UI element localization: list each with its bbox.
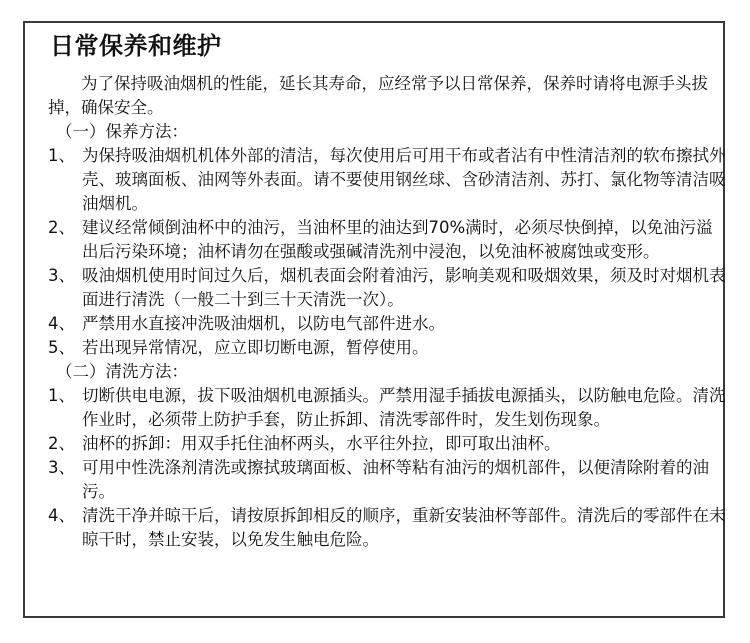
list-item <box>48 144 728 216</box>
list-item-number: 5、 <box>48 338 75 357</box>
list-item-text: 若出现异常情况，应立即切断电源，暂停使用。 <box>82 338 429 357</box>
list-item <box>48 264 728 312</box>
list-item-number: 1、 <box>48 386 75 405</box>
list-item-text: 为保持吸油烟机机体外部的清洁，每次使用后可用干布或者沾有中性清洁剂的软布擦拭外壳、玻璃面板、油网等外表面。请不要使用钢丝球、含砂清洁剂、苏打、氯化物等清洁吸油烟机。 <box>82 146 726 213</box>
document-body <box>48 72 728 552</box>
list-item <box>48 456 728 504</box>
list-item-number: 4、 <box>48 506 75 525</box>
intro-paragraph: 为了保持吸油烟机的性能，延长其寿命，应经常予以日常保养，保养时请将电源手头拔掉，确保安全。 <box>48 74 708 117</box>
list-item <box>48 336 728 360</box>
list-item-text: 油杯的拆卸：用双手托住油杯两头，水平往外拉，即可取出油杯。 <box>82 434 561 453</box>
list-item-number: 3、 <box>48 266 75 285</box>
list-item-text: 吸油烟机使用时间过久后，烟机表面会附着油污，影响美观和吸烟效果，须及时对烟机表面进行清洗（一般二十到三十天清洗一次）。 <box>82 266 726 309</box>
list-item-text: 可用中性洗涤剂清洗或擦拭玻璃面板、油杯等粘有油污的烟机部件，以便清除附着的油污。 <box>82 458 709 501</box>
list-item-number: 3、 <box>48 458 75 477</box>
section-heading-cleaning: （二）清洗方法： <box>56 362 188 381</box>
list-item-text: 严禁用水直接冲洗吸油烟机，以防电气部件进水。 <box>82 314 445 333</box>
list-item <box>48 312 728 336</box>
page-title: 日常保养和维护 <box>50 32 222 60</box>
list-item-number: 2、 <box>48 218 75 237</box>
section-heading-maintenance: （一）保养方法： <box>56 122 188 141</box>
list-item <box>48 216 728 264</box>
list-item-number: 4、 <box>48 314 75 333</box>
list-item <box>48 384 728 432</box>
list-item <box>48 504 728 552</box>
list-item-number: 1、 <box>48 146 75 165</box>
list-item-text: 清洗干净并晾干后，请按原拆卸相反的顺序，重新安装油杯等部件。清洗后的零部件在未晾干时，禁止安装，以免发生触电危险。 <box>82 506 726 549</box>
list-item-number: 2、 <box>48 434 75 453</box>
list-item <box>48 432 728 456</box>
list-item-text: 切断供电电源，拔下吸油烟机电源插头。严禁用湿手插拔电源插头，以防触电危险。清洗作业时，必须带上防护手套，防止拆卸、清洗零部件时，发生划伤现象。 <box>82 386 726 429</box>
list-item-text: 建议经常倾倒油杯中的油污，当油杯里的油达到70%满时，必须尽快倒掉，以免油污溢出后污染环境；油杯请勿在强酸或强碱清洗剂中浸泡，以免油杯被腐蚀或变形。 <box>82 218 713 261</box>
